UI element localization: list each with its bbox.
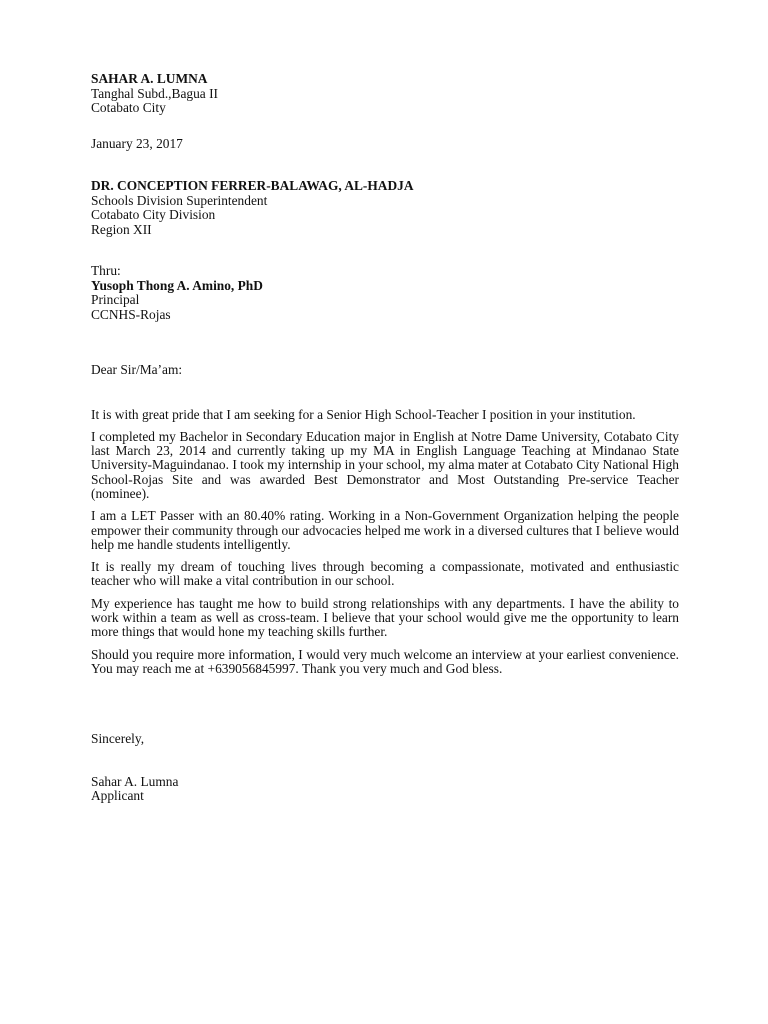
sender-name: SAHAR A. LUMNA bbox=[91, 71, 208, 86]
salutation: Dear Sir/Ma’am: bbox=[91, 362, 183, 377]
body-paragraph: I am a LET Passer with an 80.40% rating. Working in a Non-Government Organization helping the people empower their community through our advocacies helped me work in a diversed cultures that I believe would help me handle students intelligently. bbox=[91, 508, 679, 552]
thru-title: Principal bbox=[91, 292, 140, 307]
thru-school: CCNHS-Rojas bbox=[91, 306, 171, 322]
recipient-block bbox=[91, 179, 679, 237]
thru-block bbox=[91, 264, 679, 322]
closing: Sincerely, bbox=[91, 731, 145, 747]
sender-block bbox=[91, 72, 679, 116]
thru-label: Thru: bbox=[91, 263, 121, 278]
letter-body bbox=[91, 408, 679, 677]
recipient-name: DR. CONCEPTION FERRER-BALAWAG, AL-HADJA bbox=[91, 178, 414, 193]
thru-name: Yusoph Thong A. Amino, PhD bbox=[91, 277, 263, 293]
sender-address-line1: Tanghal Subd.,Bagua II bbox=[91, 85, 218, 101]
body-paragraph: Should you require more information, I would very much welcome an interview at your earliest convenience. You may reach me at +639056845997. Thank you very much and God bless. bbox=[91, 646, 679, 676]
letter-page bbox=[91, 72, 679, 804]
body-paragraph: My experience has taught me how to build strong relationships with any departments. I have the ability to work within a team as well as cross-team. I believe that your school would give me the opportunity to learn more things that would hone my teaching skills further. bbox=[91, 595, 679, 640]
recipient-region: Region XII bbox=[91, 221, 152, 237]
body-paragraph: It is really my dream of touching lives through becoming a compassionate, motivated and enthusiastic teacher who will make a vital contribution in our school. bbox=[91, 559, 679, 589]
recipient-title: Schools Division Superintendent bbox=[91, 192, 268, 208]
letter-date: January 23, 2017 bbox=[91, 135, 183, 151]
signature-block bbox=[91, 775, 679, 804]
body-paragraph: It is with great pride that I am seeking for a Senior High School-Teacher I position in your institution. bbox=[91, 406, 636, 422]
signature-name: Sahar A. Lumna bbox=[91, 773, 179, 789]
sender-address-line2: Cotabato City bbox=[91, 100, 166, 115]
signature-role: Applicant bbox=[91, 788, 144, 804]
recipient-division: Cotabato City Division bbox=[91, 207, 216, 222]
body-paragraph: I completed my Bachelor in Secondary Education major in English at Notre Dame University, Cotabato City last March 23, 2014 and currently taking up my MA in English Language Teaching at Mindanao State University-Maguindanao. I took my internship in your school, my alma mater at Cotabato City National High School-Rojas Site and was awarded Best Demonstrator and Most Outstanding Pre-service Teacher (nominee). bbox=[91, 428, 679, 501]
